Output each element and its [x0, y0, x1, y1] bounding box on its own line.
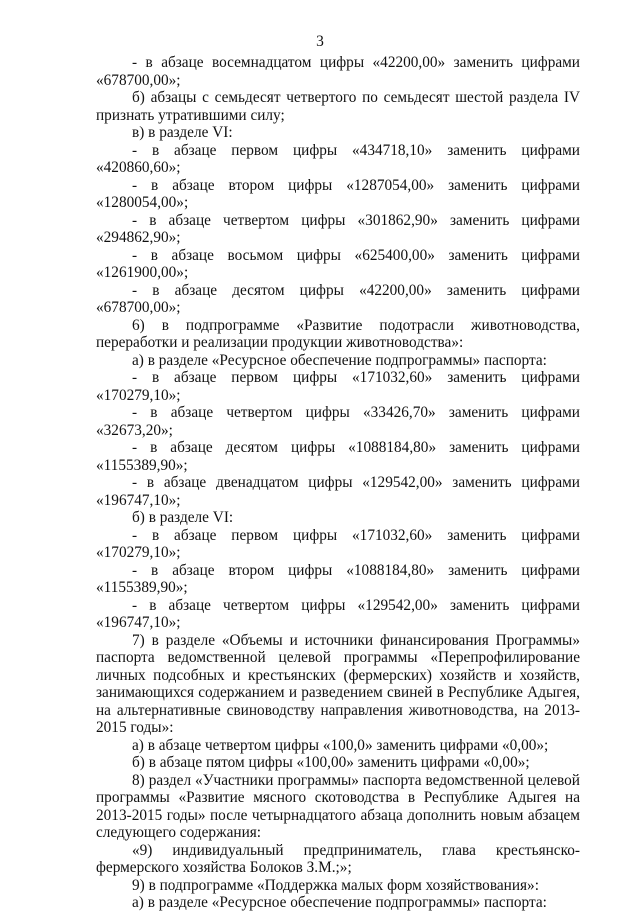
paragraph: - в абзаце восьмом цифры «625400,00» заменить цифрами «1261900,00»; [96, 246, 580, 281]
paragraph: 9) в подпрограмме «Поддержка малых форм хозяйствования»: [132, 876, 539, 894]
paragraph: - в абзаце десятом цифры «1088184,80» заменить цифрами «1155389,90»; [96, 439, 580, 474]
paragraph: - в абзаце первом цифры «171032,60» заменить цифрами «170279,10»; [96, 369, 580, 404]
paragraph: а) в абзаце четвертом цифры «100,0» заменить цифрами «0,00»; [132, 736, 549, 754]
paragraph: - в абзаце десятом цифры «42200,00» заменить цифрами «678700,00»; [96, 281, 580, 316]
paragraph: - в абзаце восемнадцатом цифры «42200,00» заменить цифрами «678700,00»; [96, 54, 580, 89]
paragraph: 7) в разделе «Объемы и источники финансирования Программы» паспорта ведомственной целевой программы «Перепрофилирование личных подсобных и крестьянских (фермерских) хозяйств и хозяйств, занимающихся содержанием и разведением свиней в Республике Адыгея, на альтернативные свиноводству направления животноводства, на 2013-2015 годы»: [96, 631, 580, 736]
paragraph: б) в абзаце пятом цифры «100,00» заменить цифрами «0,00»; [132, 754, 530, 771]
paragraph: - в абзаце четвертом цифры «129542,00» заменить цифрами «196747,10»; [96, 596, 580, 631]
paragraph: б) в разделе VI: [132, 509, 234, 526]
paragraph: а) в разделе «Ресурсное обеспечение подпрограммы» паспорта: [132, 351, 547, 369]
paragraph: - в абзаце первом цифры «434718,10» заменить цифрами «420860,60»; [96, 141, 580, 176]
paragraph: б) абзацы с семьдесят четвертого по семьдесят шестой раздела IV признать утратившими силу; [96, 89, 580, 124]
paragraph: - в абзаце втором цифры «1088184,80» заменить цифрами «1155389,90»; [96, 561, 580, 596]
paragraph: в) в разделе VI: [132, 124, 233, 141]
paragraph: - в абзаце четвертом цифры «33426,70» заменить цифрами «32673,20»; [96, 404, 580, 439]
document-body [96, 54, 580, 912]
paragraph: а) в разделе «Ресурсное обеспечение подпрограммы» паспорта: [132, 894, 547, 911]
paragraph: 6) в подпрограмме «Развитие подотрасли животноводства, переработки и реализации продукции животноводства»: [96, 316, 580, 351]
paragraph: 8) раздел «Участники программы» паспорта ведомственной целевой программы «Развитие мясного скотоводства в Республике Адыгея на 2013-2015 годы» после четырнадцатого абзаца дополнить новым абзацем следующего содержания: [96, 771, 580, 841]
page-number: 3 [316, 33, 324, 50]
paragraph: - в абзаце двенадцатом цифры «129542,00» заменить цифрами «196747,10»; [96, 474, 580, 509]
paragraph: «9) индивидуальный предприниматель, глава крестьянско-фермерского хозяйства Болоков З.М.;»; [96, 841, 580, 876]
paragraph: - в абзаце втором цифры «1287054,00» заменить цифрами «1280054,00»; [96, 176, 580, 211]
paragraph: - в абзаце четвертом цифры «301862,90» заменить цифрами «294862,90»; [96, 211, 580, 246]
paragraph: - в абзаце первом цифры «171032,60» заменить цифрами «170279,10»; [96, 526, 580, 561]
